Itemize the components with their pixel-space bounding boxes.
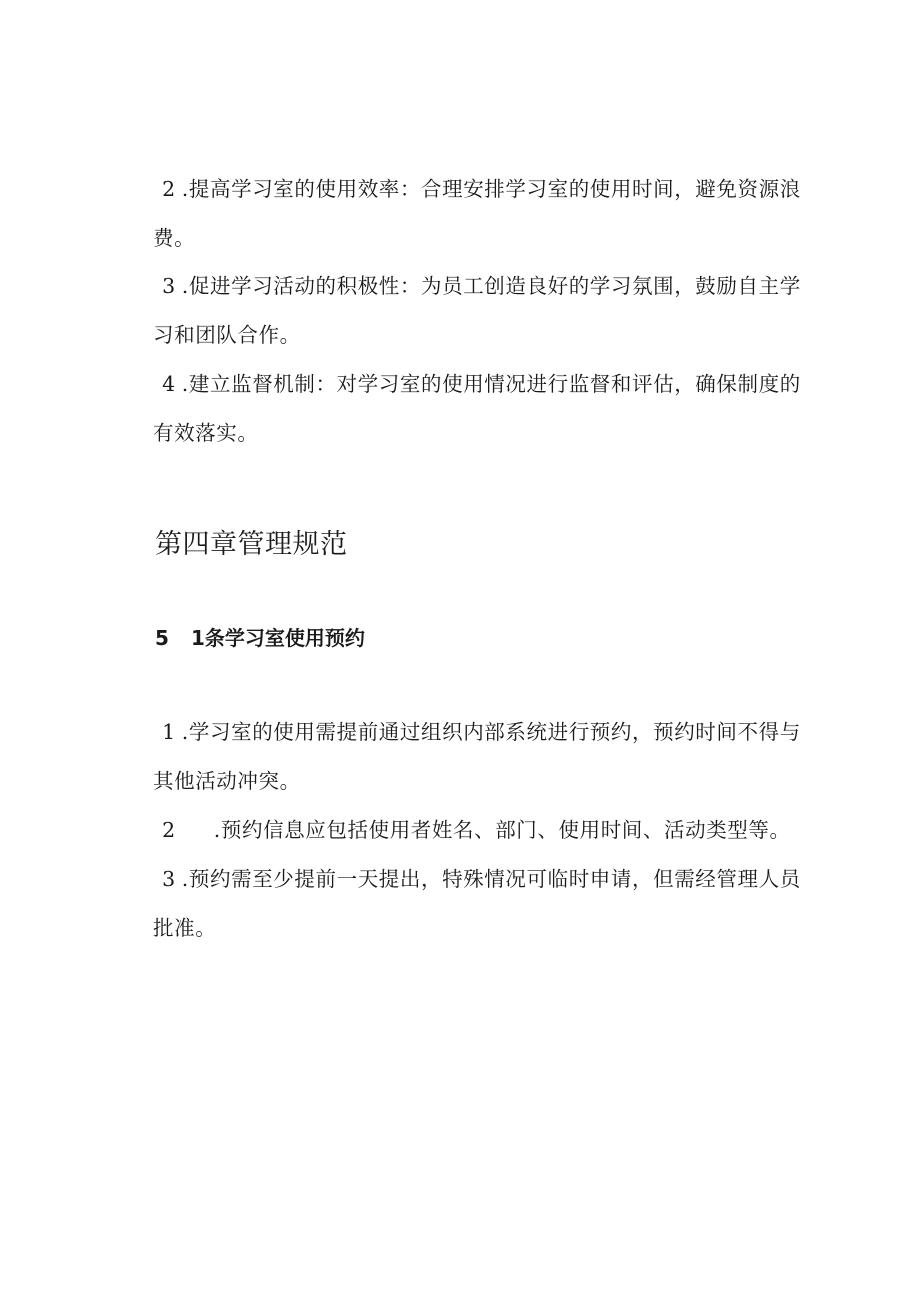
list-item-first-line bbox=[155, 165, 825, 214]
list-text-continued: 有效落实。 bbox=[153, 421, 259, 445]
list-item-2b bbox=[155, 806, 825, 855]
list-number: 2 bbox=[162, 177, 176, 201]
list-text-continued: 批准。 bbox=[153, 916, 217, 940]
list-text-continued: 其他活动冲突。 bbox=[153, 769, 301, 793]
list-text: .预约信息应包括使用者姓名、部门、使用时间、活动类型等。 bbox=[213, 818, 791, 842]
list-text-continued: 费。 bbox=[153, 226, 196, 250]
list-item-3 bbox=[155, 262, 825, 360]
list-item-4 bbox=[155, 360, 825, 458]
list-number: 3 bbox=[162, 274, 176, 298]
list-number: 3 bbox=[162, 867, 176, 891]
list-item-3b bbox=[155, 855, 825, 953]
list-item-first-line bbox=[155, 708, 825, 757]
list-number: 4 bbox=[162, 372, 176, 396]
list-item-first-line bbox=[155, 855, 825, 904]
list-text: .促进学习活动的积极性：为员工创造良好的学习氛围，鼓励自主学 bbox=[181, 274, 801, 298]
list-text: .提高学习室的使用效率：合理安排学习室的使用时间，避免资源浪 bbox=[181, 177, 801, 201]
list-text: .建立监督机制：对学习室的使用情况进行监督和评估，确保制度的 bbox=[181, 372, 801, 396]
chapter-title: 第四章管理规范 bbox=[155, 529, 348, 560]
list-item-2 bbox=[155, 165, 825, 263]
list-item-first-line bbox=[155, 360, 825, 409]
list-item-1 bbox=[155, 708, 825, 806]
article-title bbox=[155, 620, 365, 656]
list-item-first-line bbox=[155, 806, 825, 855]
list-item-first-line bbox=[155, 262, 825, 311]
list-number: 1 bbox=[162, 720, 176, 744]
list-text-continued: 习和团队合作。 bbox=[153, 323, 301, 347]
list-text: .预约需至少提前一天提出，特殊情况可临时申请，但需经管理人员 bbox=[181, 867, 801, 891]
article-number: 5 bbox=[155, 626, 169, 650]
list-number: 2 bbox=[162, 818, 176, 842]
article-title-text: 1条学习室使用预约 bbox=[191, 626, 365, 650]
list-text: .学习室的使用需提前通过组织内部系统进行预约，预约时间不得与 bbox=[181, 720, 801, 744]
